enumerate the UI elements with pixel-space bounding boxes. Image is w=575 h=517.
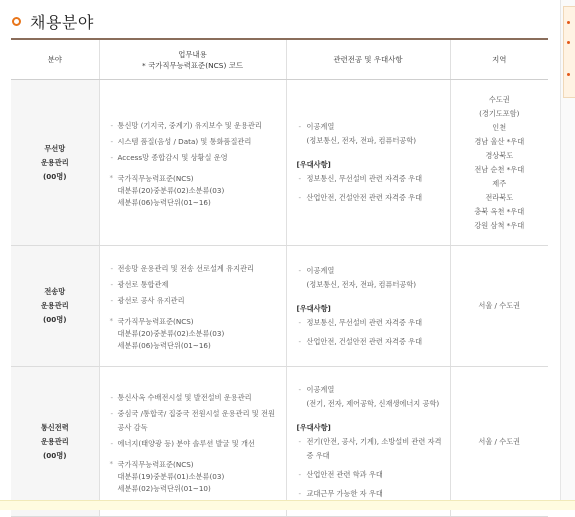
region-item: 서울 / 수도권 <box>478 436 521 446</box>
region-item: 경상북도 <box>485 150 514 160</box>
preference-item: - 정보통신, 무선설비 관련 자격증 우대 <box>297 172 444 186</box>
region-item: (경기도포함) <box>479 108 520 118</box>
region-item: 강원 삼척 *우대 <box>474 220 525 230</box>
region-item: 수도권 <box>488 94 510 104</box>
field-name: 운용관리 <box>40 436 69 446</box>
right-sidebar <box>560 0 575 509</box>
header-field: 분야 <box>11 39 99 80</box>
bullet-icon <box>567 73 570 76</box>
region-item: 인천 <box>492 122 507 132</box>
region-cell <box>450 367 548 517</box>
field-name: 운용관리 <box>40 157 69 167</box>
duty-item: - 통신사옥 수배전시설 및 발전설비 운용관리 <box>108 391 280 405</box>
field-cell <box>11 367 99 517</box>
duty-item: - Access망 종합감시 및 상황실 운영 <box>108 151 280 165</box>
duty-item: - 시스템 품질(음성 / Data) 및 통화품질관리 <box>108 135 280 149</box>
field-headcount: (00명) <box>42 450 67 460</box>
header-region: 지역 <box>450 39 548 80</box>
duty-item: - 광선로 공사 유지관리 <box>108 294 280 308</box>
field-headcount: (00명) <box>42 315 67 324</box>
field-name: 무선망 <box>44 143 66 153</box>
field-name: 전송망 <box>44 287 66 296</box>
preference-item: - 산업안전, 건설안전 관련 자격증 우대 <box>297 335 444 349</box>
preference-title: [우대사항] <box>296 422 331 432</box>
major-cell <box>286 367 450 517</box>
region-item: 경남 울산 *우대 <box>474 136 525 146</box>
region-item: 서울 / 수도권 <box>478 301 521 310</box>
page-title-area <box>12 9 94 33</box>
duty-item: - 전송망 운용관리 및 전송 선로설계 유지관리 <box>108 262 280 276</box>
table-header-row <box>11 39 548 80</box>
duty-cell <box>99 80 286 246</box>
duty-cell <box>99 367 286 517</box>
region-cell <box>450 246 548 367</box>
region-item: 전남 순천 *우대 <box>474 164 525 174</box>
preference-item: - 교대근무 가능한 자 우대 <box>297 487 444 501</box>
preference-item: - 산업안전, 건설안전 관련 자격증 우대 <box>297 191 444 205</box>
major-item: - 이공계열 <box>297 264 444 278</box>
field-name: 통신전력 <box>40 422 69 432</box>
page-title: 채용분야 <box>30 12 94 32</box>
table-row <box>11 80 548 246</box>
sidebar-notice-box <box>563 6 575 98</box>
preference-title: [우대사항] <box>296 303 331 313</box>
major-detail: (전기, 전자, 제어공학, 신재생에너지 공학) <box>306 398 440 408</box>
region-item: 전라북도 <box>485 192 514 202</box>
recruitment-table <box>11 38 548 517</box>
preference-item: - 정보통신, 무선설비 관련 자격증 우대 <box>297 316 444 330</box>
title-bullet-icon <box>12 17 21 26</box>
region-item: 제주 <box>492 178 507 188</box>
duty-item: - 중심국 /통합국/ 집중국 전원시설 운용관리 및 전원공사 감독 <box>108 407 280 435</box>
region-item: 충북 옥천 *우대 <box>474 206 525 216</box>
major-item: - 이공계열 <box>297 383 444 397</box>
bullet-icon <box>567 21 570 24</box>
ncs-code: * 국가직무능력표준(NCS) 대분류(20)중분류(02)소분류(03) 세분류(06)능력단위(01~16) <box>108 173 280 209</box>
header-duty-title: 업무내용 <box>178 49 207 59</box>
field-cell <box>11 246 99 367</box>
recruitment-table-wrap <box>11 38 548 517</box>
major-cell <box>286 80 450 246</box>
table-row <box>11 367 548 517</box>
header-major: 관련전공 및 우대사항 <box>286 39 450 80</box>
major-item: - 이공계열 <box>297 120 444 134</box>
preference-item: - 전기(안전, 공사, 기계), 소방설비 관련 자격증 우대 <box>297 435 444 463</box>
bullet-icon <box>567 41 570 44</box>
preference-title: [우대사항] <box>296 160 331 169</box>
field-cell <box>11 80 99 246</box>
major-cell <box>286 246 450 367</box>
table-row <box>11 246 548 367</box>
preference-item: - 산업안전 관련 학과 우대 <box>297 468 444 482</box>
duty-item: - 광선로 통합관제 <box>108 278 280 292</box>
header-duty <box>99 39 286 80</box>
duty-item: - 통신망 (기지국, 중계기) 유지보수 및 운용관리 <box>108 119 280 133</box>
field-headcount: (00명) <box>42 171 67 181</box>
ncs-code: * 국가직무능력표준(NCS) 대분류(19)중분류(01)소분류(03) 세분류(02)능력단위(01~10) <box>108 459 280 495</box>
ncs-code: * 국가직무능력표준(NCS) 대분류(20)중분류(02)소분류(03) 세분류(06)능력단위(01~16) <box>108 316 280 352</box>
header-duty-ncs: * 국가직무능력표준(NCS) 코드 <box>142 60 243 70</box>
major-detail: (정보통신, 전자, 전파, 컴퓨터공학) <box>306 279 417 289</box>
major-detail: (정보통신, 전자, 전파, 컴퓨터공학) <box>306 136 417 145</box>
field-name: 운용관리 <box>40 301 69 310</box>
region-cell <box>450 80 548 246</box>
duty-cell <box>99 246 286 367</box>
duty-item: - 에너지(태양광 등) 분야 솔루션 발굴 및 개선 <box>108 437 280 451</box>
